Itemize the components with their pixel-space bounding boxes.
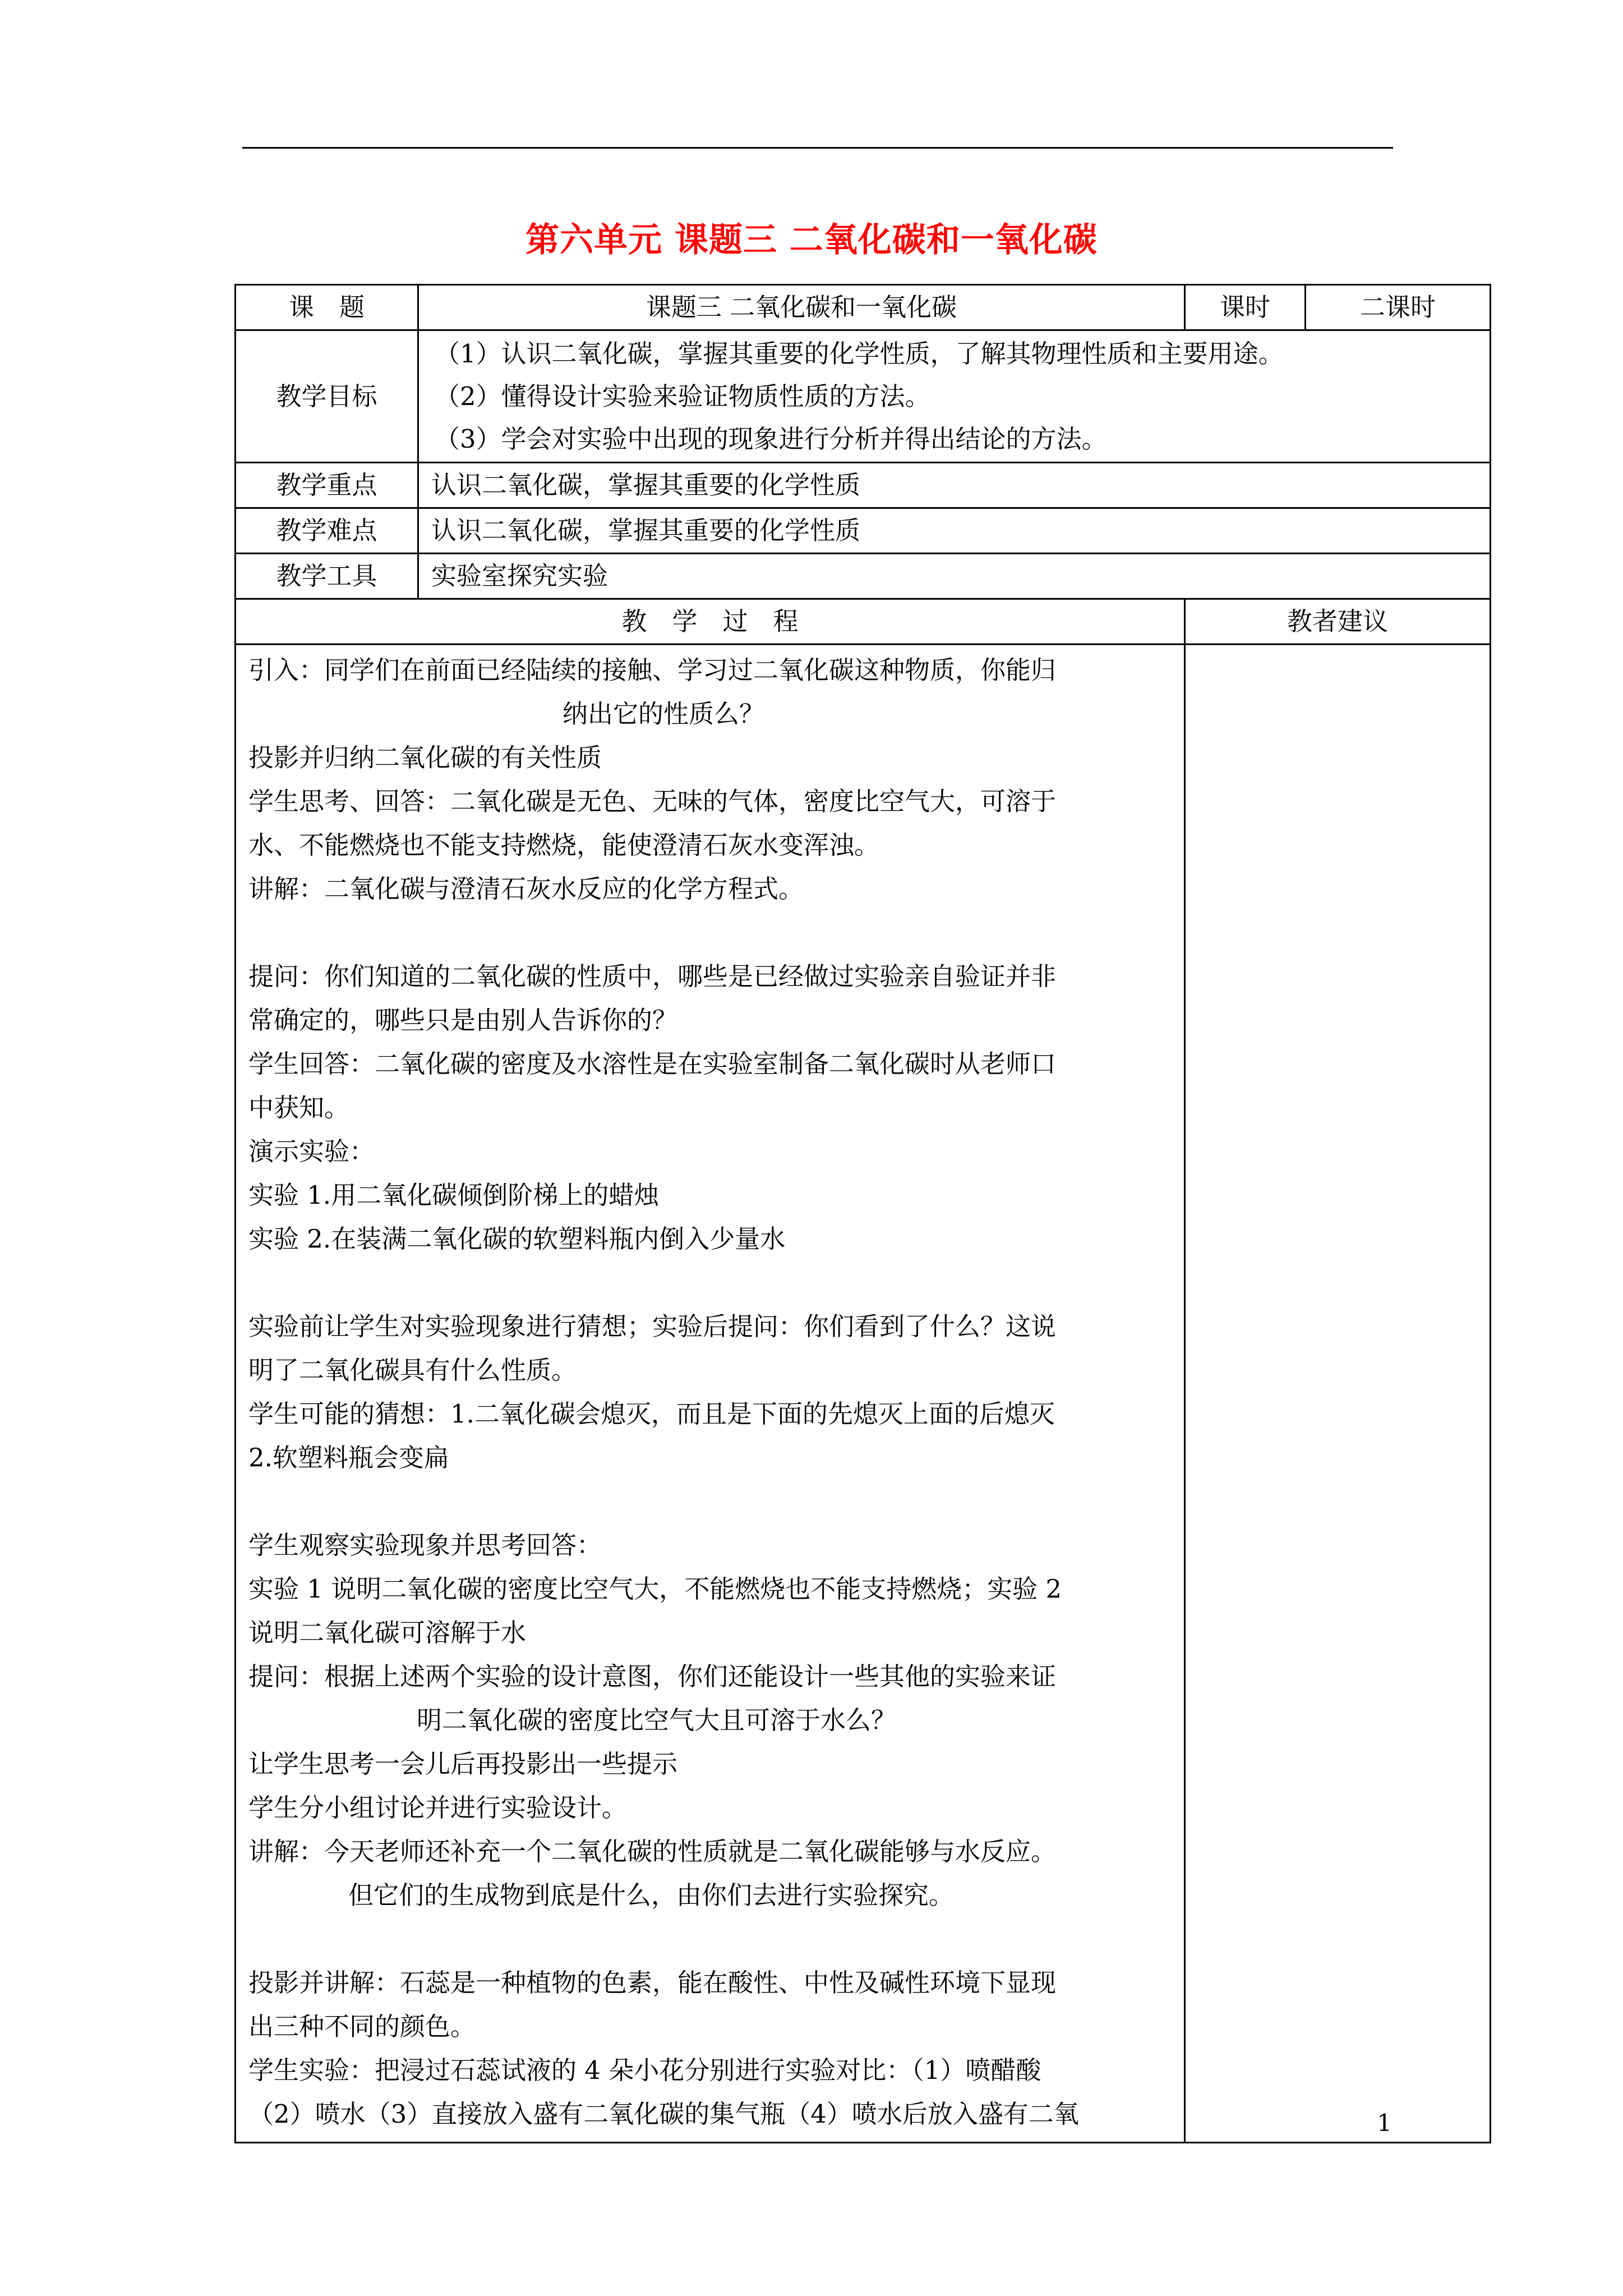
- advice-content: [1185, 645, 1491, 2143]
- page-title: 第六单元 课题三 二氧化碳和一氧化碳: [525, 220, 1098, 260]
- difficulty-row: [236, 508, 1491, 554]
- advice-label: 教者建议: [1185, 599, 1491, 645]
- key-point-label: 教学重点: [236, 463, 418, 508]
- goals-label: 教学目标: [236, 330, 418, 463]
- process-line: 投影并讲解：石蕊是一种植物的色素，能在酸性、中性及碱性环境下显现: [248, 1968, 1057, 1998]
- process-header-row: [236, 599, 1491, 645]
- process-line: 常确定的，哪些只是由别人告诉你的？: [248, 1005, 678, 1035]
- process-line: 引入：同学们在前面已经陆续的接触、学习过二氧化碳这种物质，你能归: [248, 655, 1057, 685]
- blank-line: [248, 1917, 1172, 1961]
- topic-value: 课题三 二氧化碳和一氧化碳: [418, 285, 1185, 330]
- process-line: 学生可能的猜想：1.二氧化碳会熄灭，而且是下面的先熄灭上面的后熄灭: [248, 1399, 1055, 1429]
- process-line: 出三种不同的颜色。: [248, 2012, 476, 2041]
- process-line: 实验 1.用二氧化碳倾倒阶梯上的蜡烛: [248, 1180, 660, 1210]
- tools-row: [236, 554, 1491, 599]
- process-line: 实验 1 说明二氧化碳的密度比空气大，不能燃烧也不能支持燃烧；实验 2: [248, 1574, 1062, 1604]
- blank-line: [248, 911, 1172, 955]
- process-line: （2）喷水（3）直接放入盛有二氧化碳的集气瓶（4）喷水后放入盛有二氧: [248, 2099, 1079, 2129]
- lesson-plan-table: [234, 284, 1491, 2143]
- process-content: [236, 645, 1185, 2143]
- difficulty-label: 教学难点: [236, 508, 418, 554]
- process-line: 投影并归纳二氧化碳的有关性质: [248, 743, 602, 772]
- process-row: [236, 645, 1491, 2143]
- process-line: 让学生思考一会儿后再投影出一些提示: [248, 1749, 678, 1779]
- blank-line: [248, 1261, 1172, 1305]
- process-line: 提问：根据上述两个实验的设计意图，你们还能设计一些其他的实验来证: [248, 1662, 1057, 1691]
- process-line: 实验前让学生对实验现象进行猜想；实验后提问：你们看到了什么？这说: [248, 1312, 1057, 1341]
- tools-label: 教学工具: [236, 554, 418, 599]
- topic-label: 课 题: [236, 285, 418, 330]
- process-line: 明了二氧化碳具有什么性质。: [248, 1355, 577, 1385]
- page-number: 1: [1377, 2109, 1392, 2137]
- difficulty-value: 认识二氧化碳，掌握其重要的化学性质: [418, 508, 1491, 554]
- tools-value: 实验室探究实验: [418, 554, 1491, 599]
- process-line: 演示实验：: [248, 1137, 375, 1166]
- process-line: 说明二氧化碳可溶解于水: [248, 1618, 527, 1648]
- process-line: 但它们的生成物到底是什么，由你们去进行实验探究。: [348, 1880, 955, 1910]
- process-label: 教 学 过 程: [236, 599, 1185, 645]
- process-line: 讲解：二氧化碳与澄清石灰水反应的化学方程式。: [248, 874, 804, 904]
- process-line: 学生观察实验现象并思考回答：: [248, 1530, 602, 1560]
- process-line: 实验 2.在装满二氧化碳的软塑料瓶内倒入少量水: [248, 1224, 786, 1254]
- process-line: 学生思考、回答：二氧化碳是无色、无味的气体，密度比空气大，可溶于: [248, 786, 1057, 816]
- process-line: 提问：你们知道的二氧化碳的性质中，哪些是已经做过实验亲自验证并非: [248, 961, 1057, 991]
- topic-row: [236, 285, 1491, 330]
- goals-cell: [418, 330, 1491, 463]
- process-line: 学生实验：把浸过石蕊试液的 4 朵小花分别进行实验对比：（1）喷醋酸: [248, 2055, 1041, 2085]
- goal-item: （3）学会对实验中出现的现象进行分析并得出结论的方法。: [435, 424, 1107, 454]
- process-line: 讲解：今天老师还补充一个二氧化碳的性质就是二氧化碳能够与水反应。: [248, 1837, 1057, 1866]
- process-line: 纳出它的性质么？: [562, 699, 765, 729]
- process-line: 2.软塑料瓶会变扁: [248, 1443, 449, 1473]
- period-value: 二课时: [1306, 285, 1491, 330]
- blank-line: [248, 1480, 1172, 1524]
- goal-item: （1）认识二氧化碳，掌握其重要的化学性质，了解其物理性质和主要用途。: [435, 338, 1284, 369]
- goal-item: （2）懂得设计实验来验证物质性质的方法。: [435, 381, 930, 411]
- key-point-row: [236, 463, 1491, 508]
- process-line: 学生分小组讨论并进行实验设计。: [248, 1793, 628, 1823]
- process-line: 水、不能燃烧也不能支持燃烧，能使澄清石灰水变浑浊。: [248, 830, 880, 860]
- process-line: 中获知。: [248, 1093, 350, 1122]
- process-line: 学生回答：二氧化碳的密度及水溶性是在实验室制备二氧化碳时从老师口: [248, 1049, 1057, 1079]
- process-line: 明二氧化碳的密度比空气大且可溶于水么？: [417, 1705, 897, 1735]
- key-point-value: 认识二氧化碳，掌握其重要的化学性质: [418, 463, 1491, 508]
- period-label: 课时: [1185, 285, 1306, 330]
- header-rule: [242, 147, 1393, 149]
- goals-row: [236, 330, 1491, 463]
